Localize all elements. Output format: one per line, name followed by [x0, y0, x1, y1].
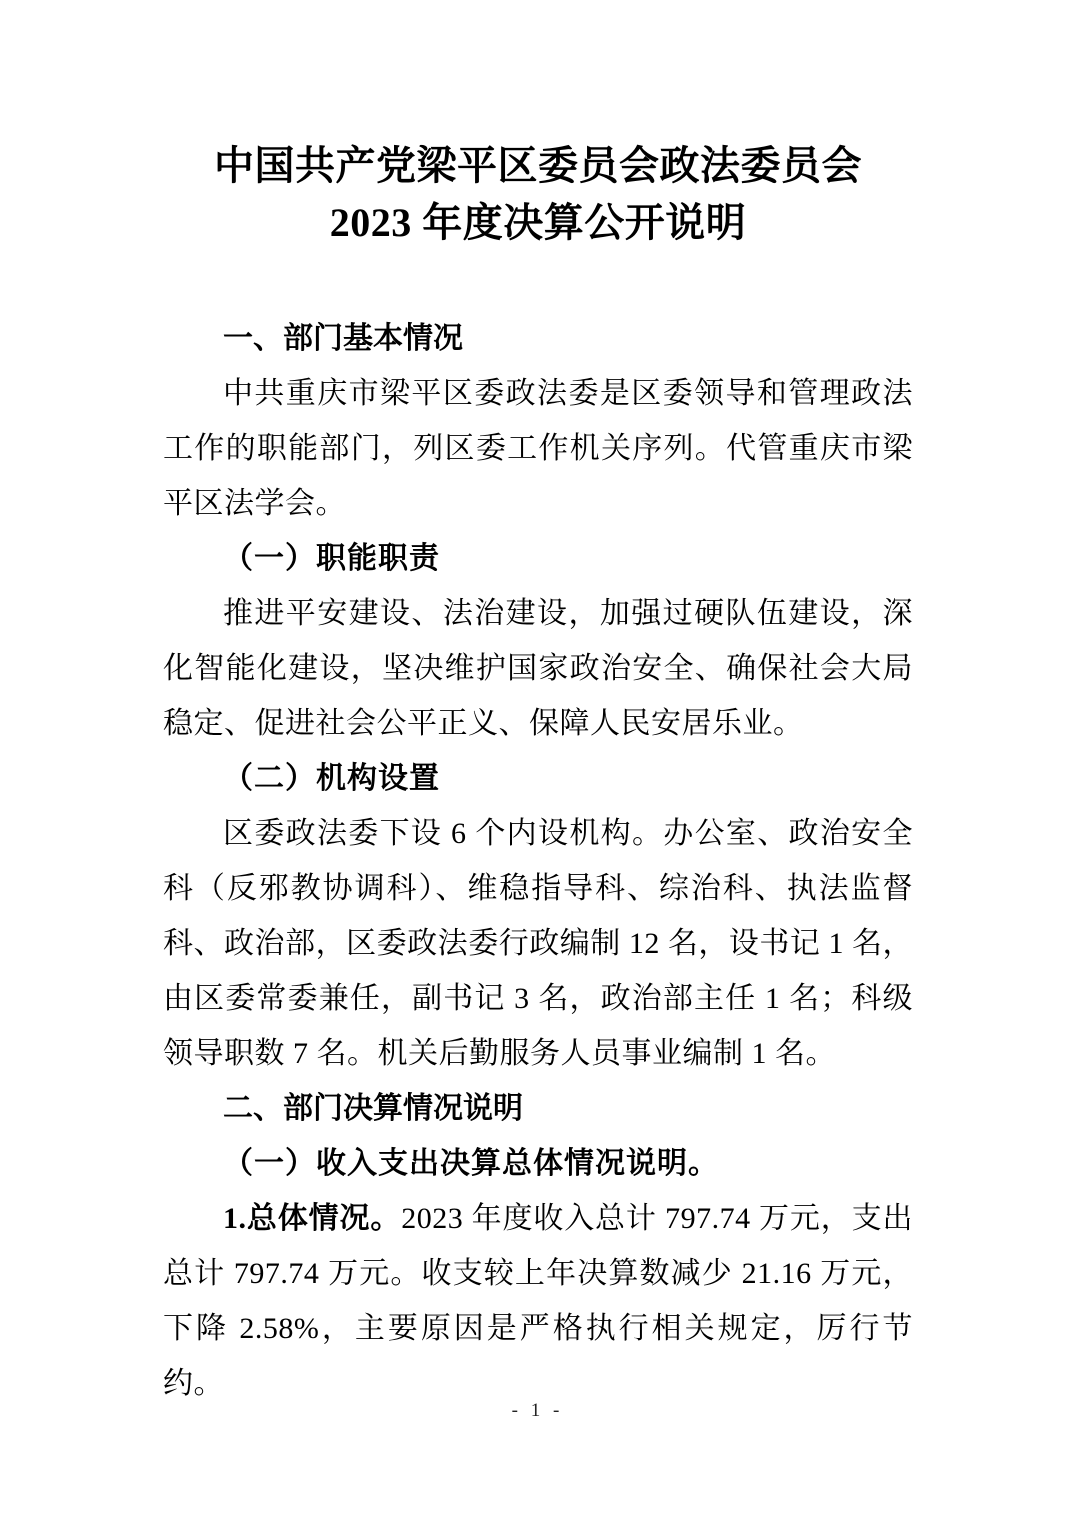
- document-content: [163, 137, 913, 1411]
- subsection-heading-duties: （一）职能职责: [223, 542, 440, 575]
- paragraph-duties: 推进平安建设、法治建设，加强过硬队伍建设，深化智能化建设，坚决维护国家政治安全、确保社会大局稳定、促进社会公平正义、保障人民安居乐业。: [163, 597, 913, 740]
- paragraph-department-overview: 中共重庆市梁平区委政法委是区委领导和管理政法工作的职能部门，列区委工作机关序列。代管重庆市梁平区法学会。: [163, 377, 913, 520]
- section-heading-basic-info: 一、部门基本情况: [223, 322, 463, 355]
- section-heading-final-accounts: 二、部门决算情况说明: [223, 1092, 523, 1125]
- document-title-line2: 2023 年度决算公开说明: [329, 200, 747, 245]
- document-title: [163, 137, 913, 251]
- document-title-line1: 中国共产党梁平区委员会政法委员会: [214, 143, 862, 188]
- paragraph-organization: 区委政法委下设 6 个内设机构。办公室、政治安全科（反邪教协调科）、维稳指导科、综治科、执法监督科、政治部，区委政法委行政编制 12 名，设书记 1 名，由区委常委兼任，副书记 3 名，政治部主任 1 名；科级领导职数 7 名。机关后勤服务人员事业编制 1 名。: [163, 817, 913, 1070]
- subsection-heading-organization: （二）机构设置: [223, 762, 440, 795]
- paragraph-overall-situation: [163, 1191, 913, 1411]
- subsection-heading-income-expense-overview: （一）收入支出决算总体情况说明。: [223, 1147, 719, 1180]
- page-number: - 1 -: [511, 1400, 564, 1421]
- paragraph-overall-situation-text: 2023 年度收入总计 797.74 万元，支出总计 797.74 万元。收支较上年决算数减少 21.16 万元，下降 2.58%，主要原因是严格执行相关规定，厉行节约。: [163, 1202, 914, 1400]
- paragraph-overall-situation-lead: 1.总体情况。: [223, 1202, 402, 1235]
